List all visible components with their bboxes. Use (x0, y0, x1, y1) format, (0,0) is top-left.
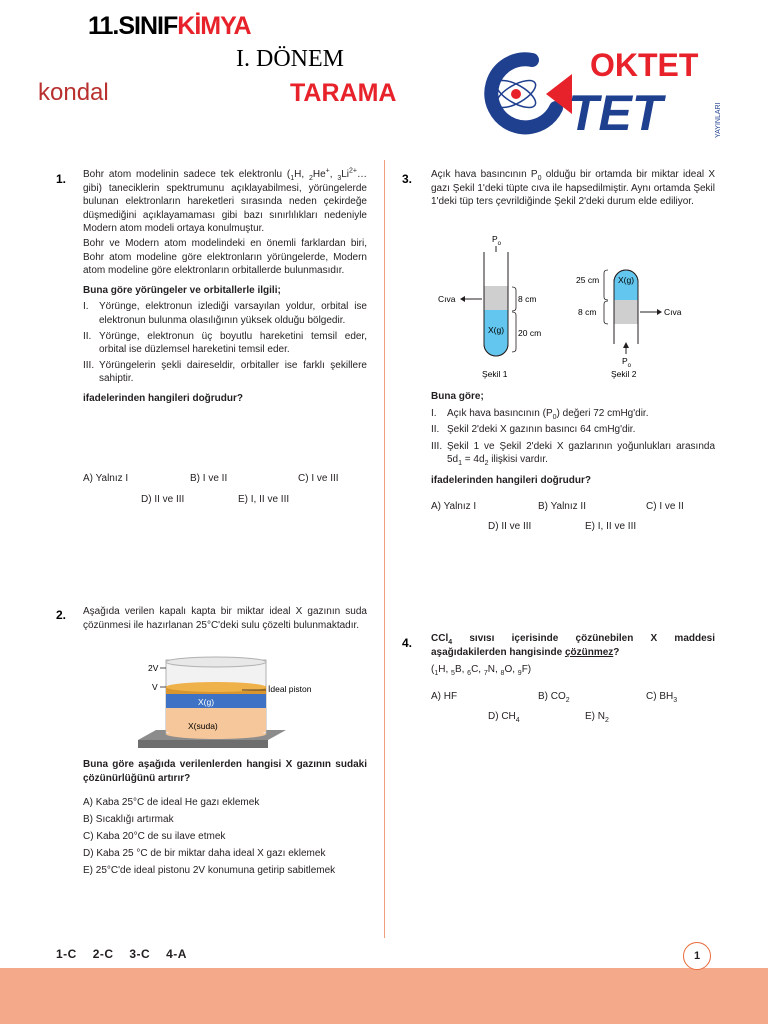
q4-stem: CCl$_4$ sıvısı içerisinde çözünebilen X maddesi aşağıdakilerden hangisinde çözünmez? (431, 633, 715, 658)
answer-key (56, 947, 199, 961)
q3-option-c[interactable]: C) I ve II (646, 501, 684, 512)
q3-stem: Buna göre; (431, 391, 484, 402)
question-2-number: 2. (56, 608, 67, 622)
q3-fig1-civa: Cıva (438, 294, 456, 304)
q3-option-e[interactable]: E) I, II ve III (585, 521, 637, 532)
oktet-logo (468, 46, 738, 147)
page-number: 1 (683, 942, 711, 970)
q1-item-3: III. Yörüngelerin şekli daireseldir, orbitaller ise farklı şekillere sahiptir. (83, 359, 367, 385)
q2-figure (138, 654, 318, 757)
q1-item-1: I. Yörünge, elektronun izlediği varsayılan yoldur, orbital ise elektronun bulunma olasılığının yüksek olduğu bölgedir. (83, 301, 367, 326)
q2-intro: Aşağıda verilen kapalı kapta bir miktar ideal X gazının suda çözünmesi ile hazırlanan 25°C'deki sulu çözelti bulunmaktadır. (83, 606, 367, 631)
q3-fig2-p0: $P_o$ (622, 356, 632, 369)
oktet-logo-subtext: YAYINLARI (715, 102, 722, 138)
q3-question: ifadelerinden hangileri doğrudur? (431, 474, 592, 486)
q1-option-c[interactable]: C) I ve III (298, 473, 339, 484)
q3-fig2-civa: Cıva (664, 307, 682, 317)
question-4-number: 4. (402, 636, 413, 650)
subject-text: KİMYA (177, 12, 251, 40)
q2-label-piston: İdeal piston (268, 684, 312, 694)
question-1-number: 1. (56, 172, 67, 186)
q2-options (83, 796, 367, 878)
grade-text: 11.SINIF (88, 12, 178, 40)
question-3 (431, 168, 715, 209)
kondal-logo (38, 78, 138, 111)
answer-4: 4-A (166, 947, 187, 961)
page-title: TARAMA (290, 79, 397, 107)
q3-fig1-len2: 20 cm (518, 328, 542, 338)
q3-fig1-p0: $P_o$ (492, 234, 502, 247)
q3-fig1-len1: 8 cm (518, 294, 537, 304)
answer-3: 3-C (129, 947, 151, 961)
column-divider (384, 160, 385, 938)
q1-paragraph-1: Bohr atom modelinin sadece tek elektronlu ($_1H$, $_2$He+, $_3Li^{2+}\dots$ gibi) taneciklerin spektrumunu açıklayabilmesi, yörüngelerde bulunan elektronların hareketleri sırasında neden çekirdeğe düşmediğini açıklayamaması gibi bazı sınırlılıkları nedeniyle Modern atom modeli ortaya konulmuştur. (83, 167, 368, 235)
q3-option-a[interactable]: A) Yalnız I (431, 501, 477, 512)
term-label: I. DÖNEM (236, 46, 344, 72)
q1-option-b[interactable]: B) I ve II (190, 473, 228, 484)
q3-option-d[interactable]: D) II ve III (488, 521, 532, 532)
answer-2: 2-C (92, 947, 114, 961)
q2-label-v: V (152, 682, 158, 692)
q1-option-d[interactable]: D) II ve III (141, 494, 185, 505)
q2-option-d[interactable]: D) Kaba 25 °C de bir miktar daha ideal X gazı eklemek (83, 848, 326, 859)
q1-option-a[interactable]: A) Yalnız I (83, 473, 129, 484)
q3-caption-1: Şekil 1 (482, 369, 508, 379)
q1-paragraph-2: Bohr ve Modern atom modelindeki en önemli farklardan biri, Bohr atom modeline göre elektronların yörüngelerde, Modern atom modeline göre elektronların orbitallerde bulunmasıdır. (83, 237, 367, 277)
q3-fig2-gas: X(g) (618, 275, 635, 285)
answer-1: 1-C (56, 947, 77, 961)
question-2 (83, 605, 367, 632)
q2-question-block (83, 758, 367, 785)
q3-intro: Açık hava basıncının $P_0$ olduğu bir ortamda bir miktar ideal X gazı Şekil 1'deki tüpte cıva ile hapsedilmiştir. Aynı ortamda Şekil 1'deki tüp ters çevrildiğinde Şekil 2'deki durum elde ediliyor. (431, 169, 715, 208)
q3-item-3: III. Şekil 1 ve Şekil 2'deki X gazlarının yoğunlukları arasında $5d_1 = 4d_2$ ilişkisi vardır. (431, 440, 715, 468)
oktet-logo-text: OKTET (590, 47, 699, 83)
q2-label-solution: X(suda) (188, 721, 218, 731)
question-3-number: 3. (402, 172, 413, 186)
q3-item-2: II. Şekil 2'deki X gazının basıncı 64 cmHg'dir. (431, 424, 636, 436)
q3-figure (436, 232, 706, 385)
q2-option-c[interactable]: C) Kaba 20°C de su ilave etmek (83, 831, 226, 842)
q1-option-e[interactable]: E) I, II ve III (238, 494, 290, 505)
q3-body (431, 390, 715, 488)
q1-question: ifadelerinden hangileri doğrudur? (83, 392, 244, 404)
svg-text:TET: TET (568, 85, 663, 141)
q4-option-b[interactable]: B) $CO_2$ (538, 691, 570, 704)
q2-question: Buna göre aşağıda verilenlerden hangisi X gazının sudaki çözünürlüğünü artırır? (83, 759, 367, 784)
q4-elements: ($_1H$, $_5$B, $_6$C, $_7$N, $_8$O, $_9$F) (431, 664, 532, 678)
q2-label-gas: X(g) (198, 697, 215, 707)
question-4 (431, 632, 715, 677)
q2-option-b[interactable]: B) Sıcaklığı artırmak (83, 814, 174, 825)
q1-stem: Buna göre yörüngeler ve orbitallerle ilgili; (83, 284, 281, 296)
q2-option-e[interactable]: E) 25°C'de ideal pistonu 2V konumuna getirip sabitlemek (83, 865, 336, 876)
q3-fig2-len4: 8 cm (578, 307, 597, 317)
q3-option-b[interactable]: B) Yalnız II (538, 501, 586, 512)
q2-label-2v: 2V (148, 663, 159, 673)
q3-caption-2: Şekil 2 (611, 369, 637, 379)
footer-band (0, 968, 768, 1024)
kondal-logo-text: kondal (38, 79, 109, 106)
q3-fig1-gas: X(g) (488, 325, 505, 335)
q4-option-c[interactable]: C) $BH_3$ (646, 691, 678, 704)
q4-option-a[interactable]: A) HF (431, 691, 458, 702)
q4-option-e[interactable]: E) $N_2$ (585, 711, 609, 724)
q2-option-a[interactable]: A) Kaba 25°C de ideal He gazı eklemek (83, 797, 260, 808)
q3-fig2-len3: 25 cm (576, 275, 600, 285)
grade-label (88, 14, 251, 39)
q1-item-2: II. Yörünge, elektronun üç boyutlu hareketini temsil eder, orbital ise düzlemsel hareketini temsil eder. (83, 330, 367, 356)
q4-option-d[interactable]: D) $CH_4$ (488, 711, 520, 724)
question-1 (83, 168, 367, 406)
q3-item-1: I. Açık hava basıncının $(P_0)$ değeri 72 cmHg'dir. (431, 407, 649, 421)
